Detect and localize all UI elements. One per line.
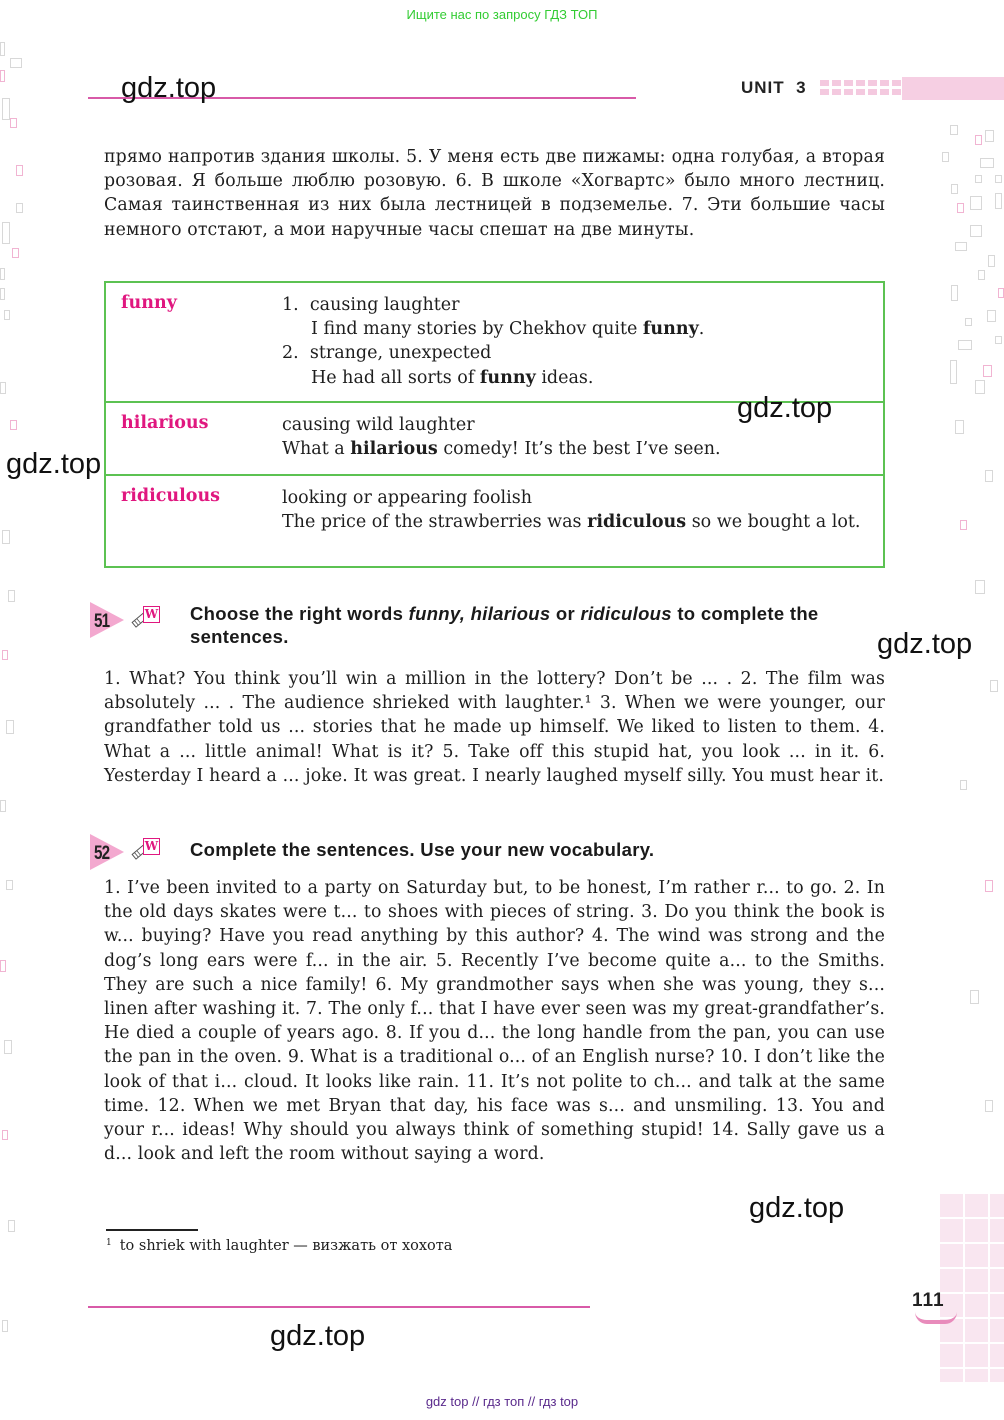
page-number-swoosh [915, 1312, 957, 1324]
vocab-word: funny [121, 293, 177, 313]
sense-1: 1. causing laughter [282, 295, 460, 315]
definition: looking or appearing foolish [282, 488, 532, 508]
exercise-number-badge: 51 [90, 602, 126, 638]
example: What a hilarious comedy! It’s the best I’ve seen. [282, 439, 721, 460]
exercise-51-body: 1. What? You think you’ll win a million in the lottery? Don’t be ... . 2. The film was absolutely ... . The audience shrieked with laughter.¹ 3. When we were younger, our grandfather told us ... stories that he made up himself. We liked to listen to them. 4. What a ... little animal! What is it? 5. Take off this stupid hat, you look ... in it. 6. Yesterday I heard a ... joke. It was great. I nearly laughed myself silly. You must hear it. [104, 669, 885, 786]
vocab-row-funny [106, 283, 883, 401]
writing-icon-letter: W [144, 839, 159, 853]
example-1: I find many stories by Chekhov quite funny. [311, 319, 705, 340]
pencil-writing-icon [130, 606, 166, 628]
example: The price of the strawberries was ridiculous so we bought a lot. [282, 512, 861, 533]
intro-paragraph: прямо напротив здания школы. 5. У меня есть две пижамы: одна голубая, а вторая розовая. Я больше люблю розовую. 6. В школе «Хогвартс» было много лестниц. Самая таинственная из них была лестницей в подземелье. 7. Эти большие часы немного отстают, а мои наручные часы спешат на две минуты. [104, 147, 885, 240]
watermark: gdz.top [121, 72, 217, 104]
watermark: gdz.top [877, 628, 973, 660]
watermark: gdz.top [270, 1320, 366, 1352]
unit-label: UNIT 3 [741, 78, 807, 97]
watermark: gdz.top [6, 448, 102, 480]
vocab-word: ridiculous [121, 486, 221, 506]
watermark: gdz.top [737, 392, 833, 424]
bottom-links[interactable]: gdz top // гдз топ // гдз top [425, 1394, 579, 1409]
unit-decoration [820, 80, 901, 95]
exercise-number-badge: 52 [90, 834, 126, 870]
vocab-row-ridiculous [106, 474, 883, 566]
exercise-52-header [90, 834, 884, 870]
watermark: gdz.top [749, 1192, 845, 1224]
search-banner: Ищите нас по запросу ГДЗ ТОП [406, 7, 598, 22]
exercise-52-title: Complete the sentences. Use your new vocabulary. [190, 839, 655, 860]
footnote-rule [106, 1229, 198, 1231]
footer-rule [88, 1306, 590, 1308]
exercise-51-title: Choose the right words funny, hilarious or ridiculous to complete the sentences. [190, 603, 819, 647]
page-number: 111 [912, 1290, 945, 1311]
writing-icon-letter: W [144, 607, 159, 621]
vocab-definitions [282, 486, 883, 558]
example-2: He had all sorts of funny ideas. [311, 367, 594, 388]
exercise-52-body: 1. I’ve been invited to a party on Saturday but, to be honest, I’m rather r... to go. 2. In the old days skates were t... to shoes with pieces of string. 3. Do you think the book is w... buying? Have you read anything by this author? 4. The wind was strong and the dog’s long ears were f... in the air. 5. Recently I’ve become quite a... to the Smiths. They are such a nice family! 6. My grandmother says when she was young, they s... linen after washing it. 7. The only f... that I have ever seen was my great-grandfather’s. He died a couple of years ago. 8. If you d... the long handle from the pan, you can use the pan in the oven. 9. What is a traditional o... of an English nurse? 10. I don’t like the look of that i... cloud. It looks like rain. 11. It’s not polite to ch... and talk at the same time. 12. When we met Bryan that day, his face was s... and unsmiling. 13. You and your r... ideas! Why should you always think of something stupid! 14. Sally gave us a d... look and left the room without saying a word. [104, 878, 885, 1165]
vocab-word: hilarious [121, 413, 209, 433]
sense-2: 2. strange, unexpected [282, 343, 492, 364]
corner-grid-decoration [938, 1192, 1004, 1382]
footnote: $^1$ to shriek with laughter — визжать от хохота [106, 1238, 453, 1254]
vocab-definitions [282, 293, 883, 393]
unit-bar [902, 77, 1004, 100]
definition: causing wild laughter [282, 415, 475, 435]
pencil-writing-icon [130, 838, 166, 860]
exercise-51-header [90, 602, 884, 648]
